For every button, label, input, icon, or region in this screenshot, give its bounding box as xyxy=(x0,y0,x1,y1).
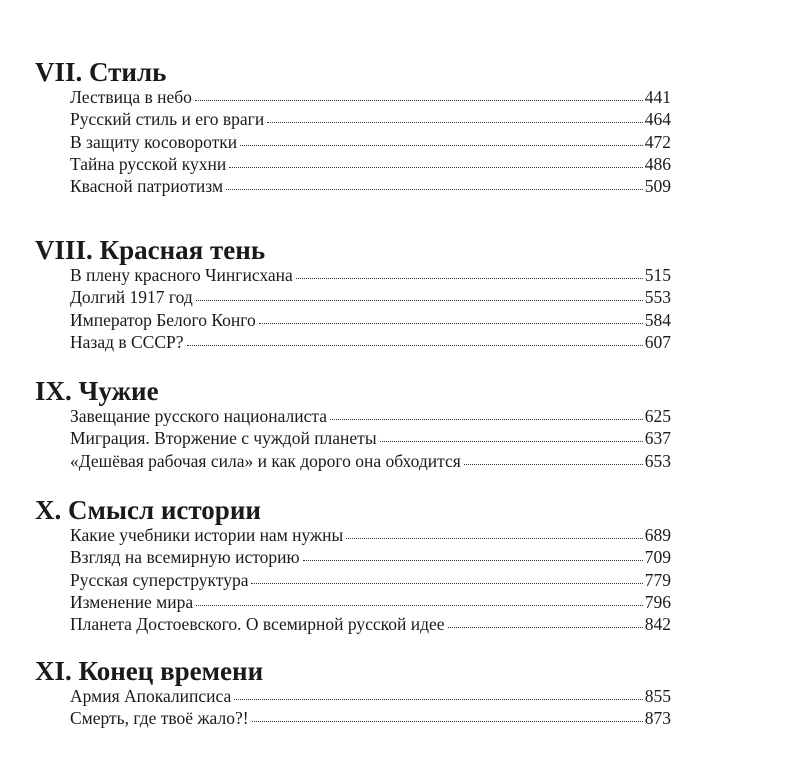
dot-leader xyxy=(448,627,643,628)
page-number: 689 xyxy=(644,525,671,545)
toc-entry xyxy=(70,707,671,729)
page-number: 855 xyxy=(644,686,671,706)
entry-title: Взгляд на всемирную историю xyxy=(70,547,300,568)
toc-entry xyxy=(70,450,671,472)
entry-title: Армия Апокалипсиса xyxy=(70,686,232,706)
dot-leader xyxy=(259,323,643,324)
page-number: 472 xyxy=(644,131,671,152)
entry-title: В плену красного Чингисхана xyxy=(70,265,293,285)
entry-title: Русская суперструктура xyxy=(70,569,249,590)
page-number: 709 xyxy=(644,547,671,568)
section-heading: XI. Конец времени xyxy=(35,656,264,686)
dot-leader xyxy=(196,300,643,301)
dot-leader xyxy=(196,605,643,606)
dot-leader xyxy=(195,100,643,101)
page-number: 842 xyxy=(644,614,671,635)
toc-entry xyxy=(70,546,671,568)
toc-entry xyxy=(70,108,671,130)
entry-title: Тайна русской кухни xyxy=(70,153,227,174)
section-heading: VIII. Красная тень xyxy=(35,235,266,265)
toc-entry xyxy=(70,264,671,286)
entry-title: Смерть, где твоё жало?! xyxy=(70,708,249,729)
entry-title: «Дешёвая рабочая сила» и как дорого она обходится xyxy=(70,450,461,471)
dot-leader xyxy=(464,464,643,465)
page-number: 779 xyxy=(644,569,671,590)
entry-title: Русский стиль и его враги xyxy=(70,109,265,130)
section-heading: IX. Чужие xyxy=(35,376,159,406)
page-number: 515 xyxy=(644,265,671,285)
dot-leader xyxy=(380,441,643,442)
dot-leader xyxy=(229,167,642,168)
toc-entry xyxy=(70,175,671,197)
dot-leader xyxy=(251,583,642,584)
entry-title: Изменение мира xyxy=(70,591,194,612)
toc-section xyxy=(35,57,671,197)
page-number: 625 xyxy=(644,406,671,426)
section-heading: VII. Стиль xyxy=(35,57,167,87)
dot-leader xyxy=(330,419,643,420)
toc-entry xyxy=(70,86,671,108)
section-heading: X. Смысл истории xyxy=(35,495,261,525)
page-number: 637 xyxy=(644,428,671,449)
toc-entry xyxy=(70,405,671,427)
dot-leader xyxy=(296,278,643,279)
toc-entry xyxy=(70,131,671,153)
dot-leader xyxy=(267,122,643,123)
page-number: 607 xyxy=(644,331,671,352)
entry-title: Назад в СССР? xyxy=(70,331,184,352)
dot-leader xyxy=(252,721,643,722)
page-number: 464 xyxy=(644,109,671,130)
page-number: 509 xyxy=(644,176,671,197)
toc-entry xyxy=(70,153,671,175)
page-number: 553 xyxy=(644,287,671,308)
page-number: 873 xyxy=(644,708,671,729)
page-number: 441 xyxy=(644,87,671,107)
dot-leader xyxy=(240,145,643,146)
dot-leader xyxy=(187,345,643,346)
toc-section xyxy=(35,376,671,472)
toc-entry xyxy=(70,685,671,707)
toc-entry xyxy=(70,286,671,308)
page-number: 796 xyxy=(644,591,671,612)
toc-entry xyxy=(70,569,671,591)
entry-title: Миграция. Вторжение с чуждой планеты xyxy=(70,428,377,449)
entry-title: Завещание русского националиста xyxy=(70,406,328,426)
toc-entry xyxy=(70,591,671,613)
entry-title: Император Белого Конго xyxy=(70,309,256,330)
entry-title: Долгий 1917 год xyxy=(70,287,193,308)
toc-entry xyxy=(70,331,671,353)
entry-title: Планета Достоевского. О всемирной русской идее xyxy=(70,614,445,635)
page-number: 653 xyxy=(644,450,671,471)
toc-entry xyxy=(70,309,671,331)
entry-title: В защиту косоворотки xyxy=(70,131,238,152)
toc-entry xyxy=(70,613,671,635)
toc-section xyxy=(35,656,671,730)
page-number: 584 xyxy=(644,309,671,330)
dot-leader xyxy=(226,189,643,190)
entry-title: Лествица в небо xyxy=(70,87,192,107)
toc-entry xyxy=(70,427,671,449)
toc-section xyxy=(35,235,671,353)
dot-leader xyxy=(303,560,643,561)
dot-leader xyxy=(234,699,643,700)
entry-title: Какие учебники истории нам нужны xyxy=(70,525,344,545)
page-number: 486 xyxy=(644,153,671,174)
dot-leader xyxy=(346,538,643,539)
entry-title: Квасной патриотизм xyxy=(70,176,224,197)
toc-entry xyxy=(70,524,671,546)
toc-section xyxy=(35,495,671,635)
